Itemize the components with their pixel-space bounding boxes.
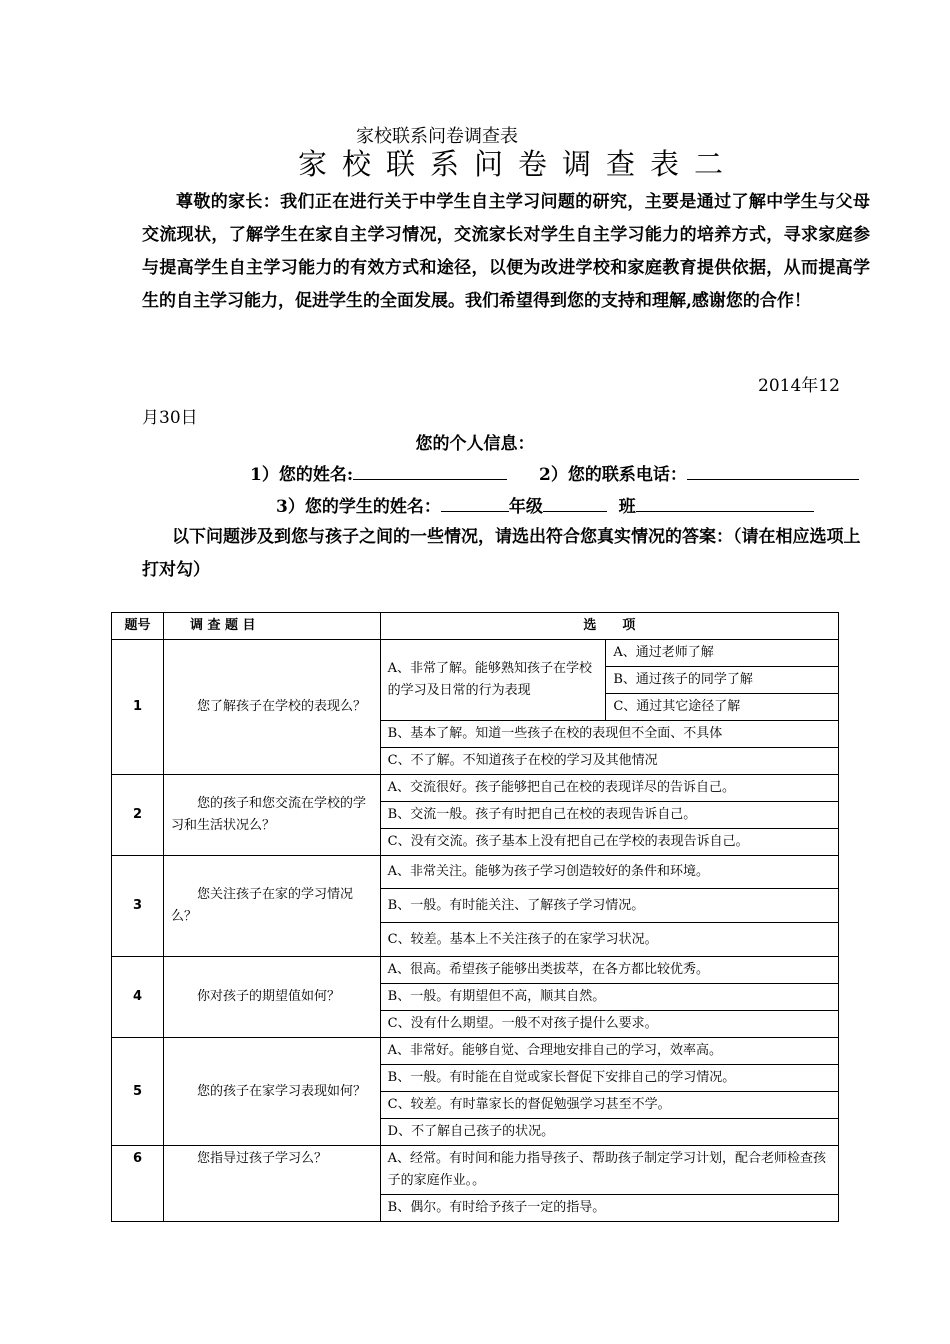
option-d[interactable]: D、不了解自己孩子的状况。 bbox=[380, 1119, 838, 1146]
name-label: 1）您的姓名: bbox=[250, 465, 354, 485]
table-row bbox=[112, 957, 839, 984]
option-c[interactable]: C、没有交流。孩子基本上没有把自己在学校的表现告诉自己。 bbox=[380, 829, 838, 856]
phone-label: 2）您的联系电话： bbox=[539, 465, 687, 485]
student-name-input-line[interactable] bbox=[441, 493, 509, 512]
question-text: 您了解孩子在学校的表现么？ bbox=[163, 640, 380, 775]
question-number: 2 bbox=[112, 775, 164, 856]
option-a[interactable]: A、经常。有时间和能力指导孩子、帮助孩子制定学习计划，配合老师检查孩子的家庭作业。。 bbox=[380, 1146, 838, 1195]
name-row bbox=[250, 460, 859, 485]
option-b[interactable]: B、一般。有期望但不高，顺其自然。 bbox=[380, 984, 838, 1011]
option-c[interactable]: C、没有什么期望。一般不对孩子提什么要求。 bbox=[380, 1011, 838, 1038]
student-name-label: 3）您的学生的姓名： bbox=[276, 497, 441, 517]
phone-input-line[interactable] bbox=[687, 461, 859, 480]
personal-info-title: 您的个人信息： bbox=[415, 434, 535, 454]
table-row bbox=[112, 1146, 839, 1195]
question-number: 3 bbox=[112, 856, 164, 957]
document-small-title: 家校联系问卷调查表 bbox=[356, 126, 518, 147]
class-input-line[interactable] bbox=[636, 493, 814, 512]
question-number: 6 bbox=[112, 1146, 164, 1222]
intro-paragraph: 尊敬的家长：我们正在进行关于中学生自主学习问题的研究，主要是通过了解中学生与父母交流现状，了解学生在家自主学习情况，交流家长对学生自主学习能力的培养方式，寻求家庭参与提高学生自主学习能力的有效方式和途径，以便为改进学校和家庭教育提供依据，从而提高学生的自主学习能力，促进学生的全面发展。我们希望得到您的支持和理解,感谢您的合作！ bbox=[142, 192, 870, 311]
table-row bbox=[112, 856, 839, 889]
option-b[interactable]: B、一般。有时能关注、了解孩子学习情况。 bbox=[380, 889, 838, 923]
question-number: 5 bbox=[112, 1038, 164, 1146]
option-a[interactable]: A、非常好。能够自觉、合理地安排自己的学习，效率高。 bbox=[380, 1038, 838, 1065]
class-label: 班 bbox=[618, 497, 636, 517]
option-b[interactable]: B、偶尔。有时给予孩子一定的指导。 bbox=[380, 1195, 838, 1222]
question-text: 你对孩子的期望值如何？ bbox=[163, 957, 380, 1038]
table-row bbox=[112, 775, 839, 802]
question-text: 您的孩子在家学习表现如何？ bbox=[163, 1038, 380, 1146]
table-row bbox=[112, 1038, 839, 1065]
option-b[interactable]: B、交流一般。孩子有时把自己在校的表现告诉自己。 bbox=[380, 802, 838, 829]
date-part-1: 2014年12 bbox=[758, 376, 840, 396]
question-text: 您的孩子和您交流在学校的学习和生活状况么？ bbox=[163, 775, 380, 856]
grade-input-line[interactable] bbox=[543, 493, 607, 512]
option-a[interactable]: A、交流很好。孩子能够把自己在校的表现详尽的告诉自己。 bbox=[380, 775, 838, 802]
table-row bbox=[112, 640, 839, 667]
option-a[interactable]: A、非常了解。能够熟知孩子在学校的学习及日常的行为表现 bbox=[380, 640, 606, 721]
header-num: 题号 bbox=[112, 613, 164, 640]
sub-option-c[interactable]: C、通过其它途径了解 bbox=[606, 694, 839, 721]
option-a[interactable]: A、非常关注。能够为孩子学习创造较好的条件和环境。 bbox=[380, 856, 838, 889]
sub-option-a[interactable]: A、通过老师了解 bbox=[606, 640, 839, 667]
questions-intro: 以下问题涉及到您与孩子之间的一些情况，请选出符合您真实情况的答案：（请在相应选项上打对勾） bbox=[142, 527, 861, 580]
header-question: 调 查 题 目 bbox=[163, 613, 380, 640]
question-number: 1 bbox=[112, 640, 164, 775]
sub-option-b[interactable]: B、通过孩子的同学了解 bbox=[606, 667, 839, 694]
option-c[interactable]: C、较差。有时靠家长的督促勉强学习甚至不学。 bbox=[380, 1092, 838, 1119]
option-c[interactable]: C、不了解。不知道孩子在校的学习及其他情况 bbox=[380, 748, 838, 775]
header-options: 选 项 bbox=[380, 613, 838, 640]
question-text: 您指导过孩子学习么？ bbox=[163, 1146, 380, 1222]
date-part-2: 月30日 bbox=[142, 408, 198, 428]
option-b[interactable]: B、一般。有时能在自觉或家长督促下安排自己的学习情况。 bbox=[380, 1065, 838, 1092]
option-a[interactable]: A、很高。希望孩子能够出类拔萃，在各方都比较优秀。 bbox=[380, 957, 838, 984]
question-text: 您关注孩子在家的学习情况么？ bbox=[163, 856, 380, 957]
grade-label: 年级 bbox=[508, 497, 543, 517]
option-b[interactable]: B、基本了解。知道一些孩子在校的表现但不全面、不具体 bbox=[380, 721, 838, 748]
question-number: 4 bbox=[112, 957, 164, 1038]
survey-table bbox=[111, 612, 839, 1222]
table-header-row bbox=[112, 613, 839, 640]
student-row bbox=[276, 492, 814, 517]
name-input-line[interactable] bbox=[353, 461, 507, 480]
document-title: 家校联系问卷调查表二 bbox=[298, 147, 739, 181]
option-c[interactable]: C、较差。基本上不关注孩子的在家学习状况。 bbox=[380, 923, 838, 957]
